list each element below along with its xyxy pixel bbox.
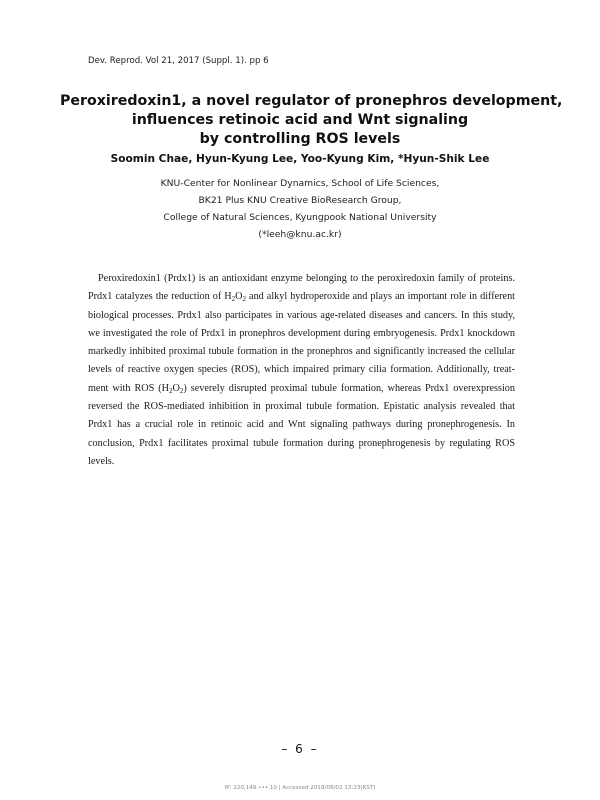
text-run: Prdx1 catalyzes the reduction of H bbox=[88, 291, 232, 303]
abstract-line bbox=[88, 380, 515, 398]
abstract-line: markedly inhibited proximal tubule formation in the pronephros and significantly increased the cellular bbox=[88, 346, 515, 358]
subscript: 2 bbox=[179, 386, 184, 395]
abstract-line: levels of reactive oxygen species (ROS), which impaired primary cilia formation. Additionally, treat- bbox=[88, 364, 515, 376]
abstract-body bbox=[88, 270, 515, 471]
subscript: 2 bbox=[242, 295, 246, 304]
text-run: ment with ROS (H bbox=[88, 382, 170, 394]
text-run: O bbox=[235, 291, 243, 303]
paper-title bbox=[60, 92, 563, 149]
subscript: 2 bbox=[231, 295, 236, 304]
affiliation-line-1: KNU-Center for Nonlinear Dynamics, School of Life Sciences, bbox=[160, 178, 440, 189]
abstract-line: reversed the ROS-mediated inhibition in proximal tubule formation. Epistatic analysis revealed that bbox=[88, 401, 515, 413]
text-run: ) severely disrupted proximal tubule formation, whereas Prdx1 overexpression bbox=[183, 382, 515, 394]
abstract-line bbox=[88, 288, 515, 306]
page-number: – 6 – bbox=[281, 742, 319, 756]
access-watermark: IP: 220.149.•••.10 | Accessed 2018/08/02 13:23(KST) bbox=[224, 785, 376, 791]
abstract-line: conclusion, Prdx1 facilitates proximal tubule formation during pronephrogenesis by regulating ROS bbox=[88, 437, 515, 449]
abstract-line: Peroxiredoxin1 (Prdx1) is an antioxidant enzyme belonging to the peroxiredoxin family of proteins. bbox=[98, 273, 515, 284]
abstract-line: Prdx1 has a crucial role in retinoic acid and Wnt signaling pathways during pronephrogenesis. In bbox=[88, 419, 515, 431]
text-run: O bbox=[172, 382, 180, 394]
title-line-1: Peroxiredoxin1, a novel regulator of pronephros development, bbox=[60, 93, 563, 109]
abstract-line: levels. bbox=[88, 455, 115, 467]
title-line-3: by controlling ROS levels bbox=[199, 131, 401, 147]
affiliation bbox=[40, 175, 560, 243]
subscript: 2 bbox=[169, 386, 173, 395]
affiliation-line-2: BK21 Plus KNU Creative BioResearch Group, bbox=[198, 195, 402, 206]
author-list: Soomin Chae, Hyun-Kyung Lee, Yoo-Kyung Kim, *Hyun-Shik Lee bbox=[110, 153, 490, 165]
title-line-2: influences retinoic acid and Wnt signaling bbox=[131, 112, 469, 128]
affiliation-line-3: College of Natural Sciences, Kyungpook National University bbox=[163, 212, 437, 223]
text-run: and alkyl hydroperoxide and plays an important role in different bbox=[246, 291, 515, 303]
corresponding-email: (*leeh@knu.ac.kr) bbox=[258, 229, 342, 240]
abstract-line: biological processes. Prdx1 also participates in various age-related diseases and cancers. In this study, bbox=[88, 309, 515, 321]
abstract-line: we investigated the role of Prdx1 in pronephros development during embryogenesis. Prdx1 knockdown bbox=[88, 327, 515, 339]
journal-reference: Dev. Reprod. Vol 21, 2017 (Suppl. 1). pp 6 bbox=[88, 56, 269, 66]
